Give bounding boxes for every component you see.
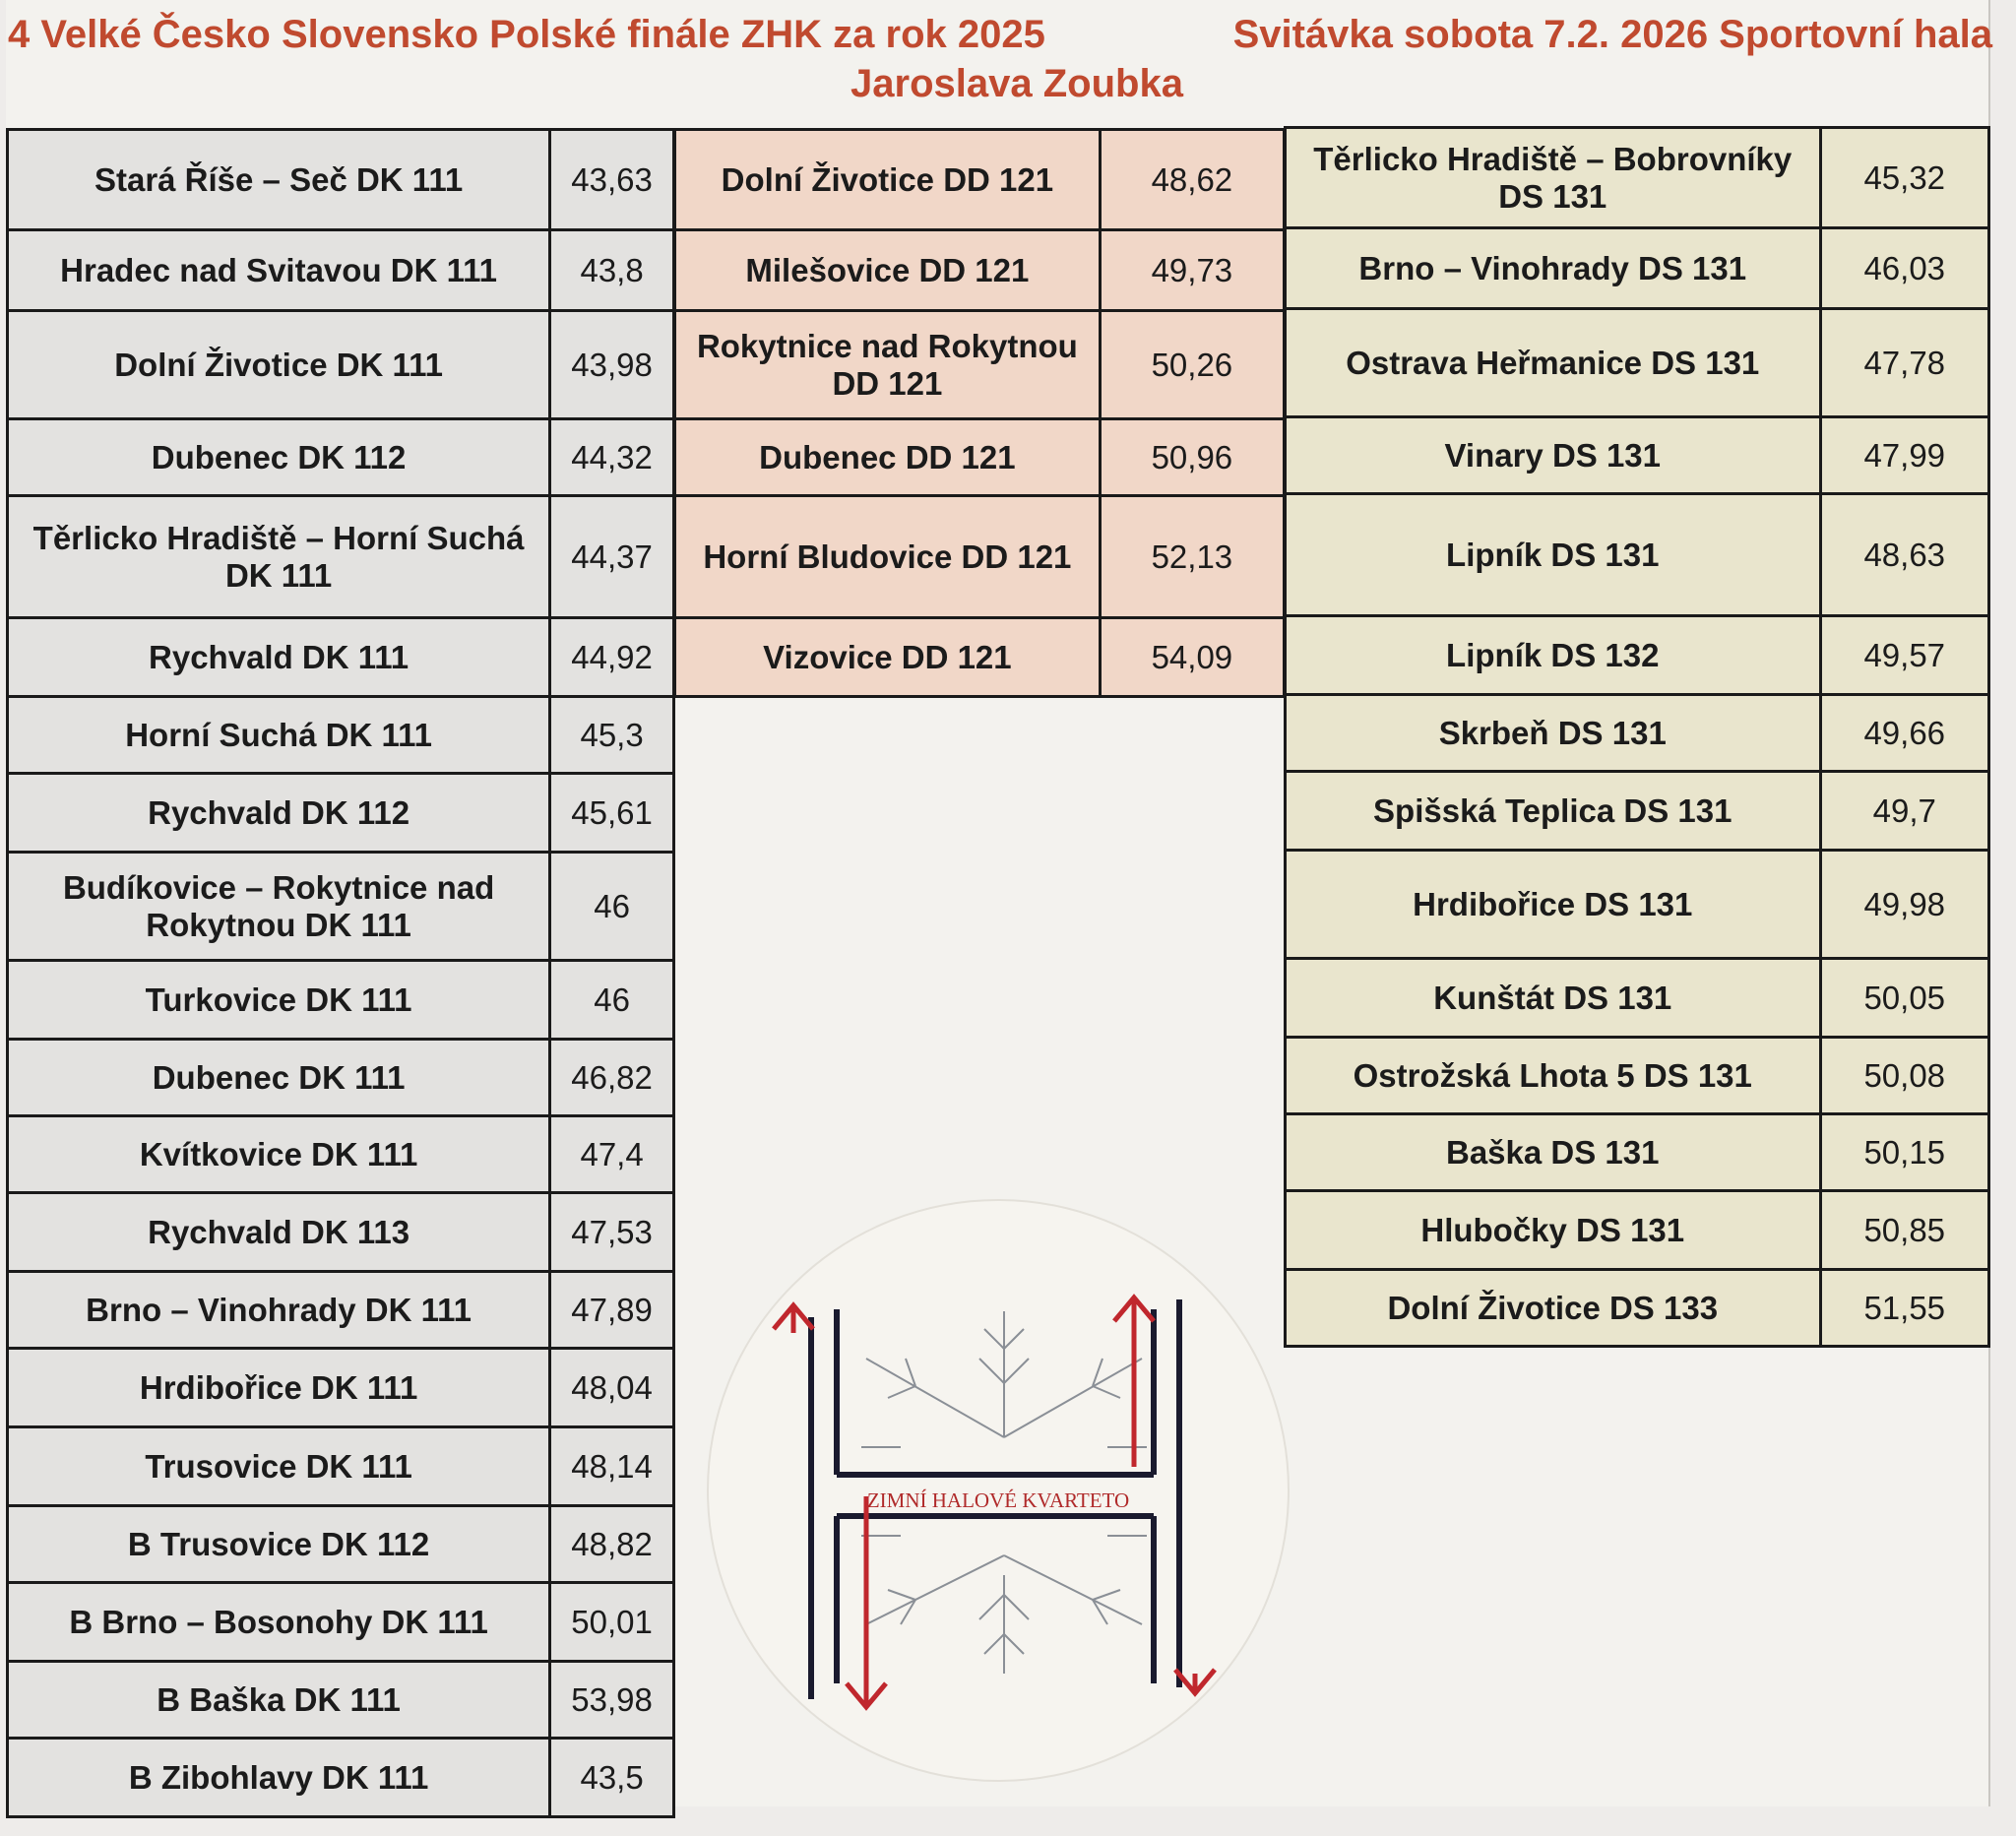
team-name: Těrlicko Hradiště – Horní Suchá DK 111 [8,496,550,618]
table-row [1286,1038,1989,1114]
team-time: 48,62 [1100,130,1284,230]
team-time: 43,98 [550,311,674,419]
table-row [675,311,1285,419]
team-time: 49,73 [1100,230,1284,311]
team-name: Ostrožská Lhota 5 DS 131 [1286,1038,1821,1114]
team-time: 48,82 [550,1506,674,1583]
table-row [8,1427,674,1506]
table-row [675,618,1285,697]
team-time: 47,89 [550,1272,674,1349]
table-row [1286,417,1989,494]
team-time: 49,57 [1820,616,1989,695]
table-row [1286,128,1989,228]
team-time: 50,08 [1820,1038,1989,1114]
team-time: 46 [550,853,674,961]
table-row [8,774,674,853]
team-name: Hlubočky DS 131 [1286,1191,1821,1270]
team-name: B Baška DK 111 [8,1662,550,1739]
table-row [8,1193,674,1272]
table-ds [1284,126,1990,1348]
team-name: Vinary DS 131 [1286,417,1821,494]
team-name: Spišská Teplica DS 131 [1286,772,1821,851]
table-row [675,130,1285,230]
team-time: 50,05 [1820,959,1989,1038]
table-row [8,961,674,1040]
team-name: Horní Bludovice DD 121 [675,496,1101,618]
team-time: 50,01 [550,1583,674,1662]
zhk-logo [707,1199,1290,1782]
team-name: Stará Říše – Seč DK 111 [8,130,550,230]
team-time: 50,26 [1100,311,1284,419]
team-name: Turkovice DK 111 [8,961,550,1040]
title-line-1 [8,10,1996,59]
team-name: Těrlicko Hradiště – Bobrovníky DS 131 [1286,128,1821,228]
team-time: 44,32 [550,419,674,496]
team-time: 49,7 [1820,772,1989,851]
team-time: 46,82 [550,1040,674,1116]
team-time: 48,63 [1820,494,1989,616]
team-name: Lipník DS 131 [1286,494,1821,616]
table-row [1286,228,1989,309]
team-time: 46 [550,961,674,1040]
team-name: B Trusovice DK 112 [8,1506,550,1583]
team-name: Trusovice DK 111 [8,1427,550,1506]
team-time: 44,92 [550,618,674,697]
team-name: B Zibohlavy DK 111 [8,1739,550,1817]
team-name: Dubenec DK 111 [8,1040,550,1116]
table-row [8,1662,674,1739]
team-name: Rokytnice nad Rokytnou DD 121 [675,311,1101,419]
team-name: Vizovice DD 121 [675,618,1101,697]
team-time: 51,55 [1820,1270,1989,1347]
team-name: Brno – Vinohrady DK 111 [8,1272,550,1349]
team-name: Baška DS 131 [1286,1114,1821,1191]
team-time: 50,85 [1820,1191,1989,1270]
table-row [8,697,674,774]
team-name: Horní Suchá DK 111 [8,697,550,774]
team-name: Kvítkovice DK 111 [8,1116,550,1193]
table-dd [673,128,1286,698]
team-name: Hrdibořice DS 131 [1286,851,1821,959]
table-row [1286,616,1989,695]
team-time: 48,04 [550,1349,674,1427]
team-time: 50,96 [1100,419,1284,496]
table-row [8,230,674,311]
team-time: 47,4 [550,1116,674,1193]
team-name: Budíkovice – Rokytnice nad Rokytnou DK 111 [8,853,550,961]
table-row [8,419,674,496]
title-line-2: Jaroslava Zoubka [850,62,1183,105]
table-row [8,1506,674,1583]
team-time: 49,66 [1820,695,1989,772]
table-row [1286,1270,1989,1347]
team-name: Dolní Životice DD 121 [675,130,1101,230]
table-row [1286,1114,1989,1191]
team-name: Dolní Životice DS 133 [1286,1270,1821,1347]
team-name: B Brno – Bosonohy DK 111 [8,1583,550,1662]
team-time: 47,78 [1820,309,1989,417]
table-row [1286,494,1989,616]
table-row [8,311,674,419]
team-time: 54,09 [1100,618,1284,697]
team-time: 45,3 [550,697,674,774]
team-time: 45,61 [550,774,674,853]
table-row [8,1583,674,1662]
team-time: 49,98 [1820,851,1989,959]
team-name: Lipník DS 132 [1286,616,1821,695]
team-time: 48,14 [550,1427,674,1506]
team-name: Dubenec DK 112 [8,419,550,496]
table-row [1286,851,1989,959]
team-name: Dolní Životice DK 111 [8,311,550,419]
page-title [8,10,1996,108]
team-time: 53,98 [550,1662,674,1739]
table-row [8,1739,674,1817]
table-row [1286,772,1989,851]
team-time: 46,03 [1820,228,1989,309]
team-name: Rychvald DK 112 [8,774,550,853]
table-row [675,230,1285,311]
table-row [8,618,674,697]
table-row [8,1116,674,1193]
team-time: 43,5 [550,1739,674,1817]
title-venue: Svitávka sobota 7.2. 2026 Sportovní hala [1232,13,1992,56]
table-row [8,130,674,230]
table-row [8,496,674,618]
table-row [1286,309,1989,417]
team-name: Hradec nad Svitavou DK 111 [8,230,550,311]
table-row [8,1272,674,1349]
table-row [8,1040,674,1116]
team-name: Kunštát DS 131 [1286,959,1821,1038]
team-time: 44,37 [550,496,674,618]
team-time: 45,32 [1820,128,1989,228]
table-row [1286,959,1989,1038]
team-name: Skrbeň DS 131 [1286,695,1821,772]
team-time: 43,8 [550,230,674,311]
team-name: Dubenec DD 121 [675,419,1101,496]
team-name: Hrdibořice DK 111 [8,1349,550,1427]
team-name: Milešovice DD 121 [675,230,1101,311]
team-time: 50,15 [1820,1114,1989,1191]
team-name: Brno – Vinohrady DS 131 [1286,228,1821,309]
team-name: Ostrava Heřmanice DS 131 [1286,309,1821,417]
table-row [1286,695,1989,772]
team-time: 52,13 [1100,496,1284,618]
team-name: Rychvald DK 111 [8,618,550,697]
title-event: 4 Velké Česko Slovensko Polské finále ZHK za rok 2025 [8,13,1045,56]
table-row [8,1349,674,1427]
team-time: 47,53 [550,1193,674,1272]
table-dk [6,128,675,1818]
team-name: Rychvald DK 113 [8,1193,550,1272]
logo-text: ZIMNÍ HALOVÉ KVARTETO [866,1488,1130,1512]
team-time: 43,63 [550,130,674,230]
table-row [675,496,1285,618]
table-row [1286,1191,1989,1270]
table-row [675,419,1285,496]
table-row [8,853,674,961]
team-time: 47,99 [1820,417,1989,494]
